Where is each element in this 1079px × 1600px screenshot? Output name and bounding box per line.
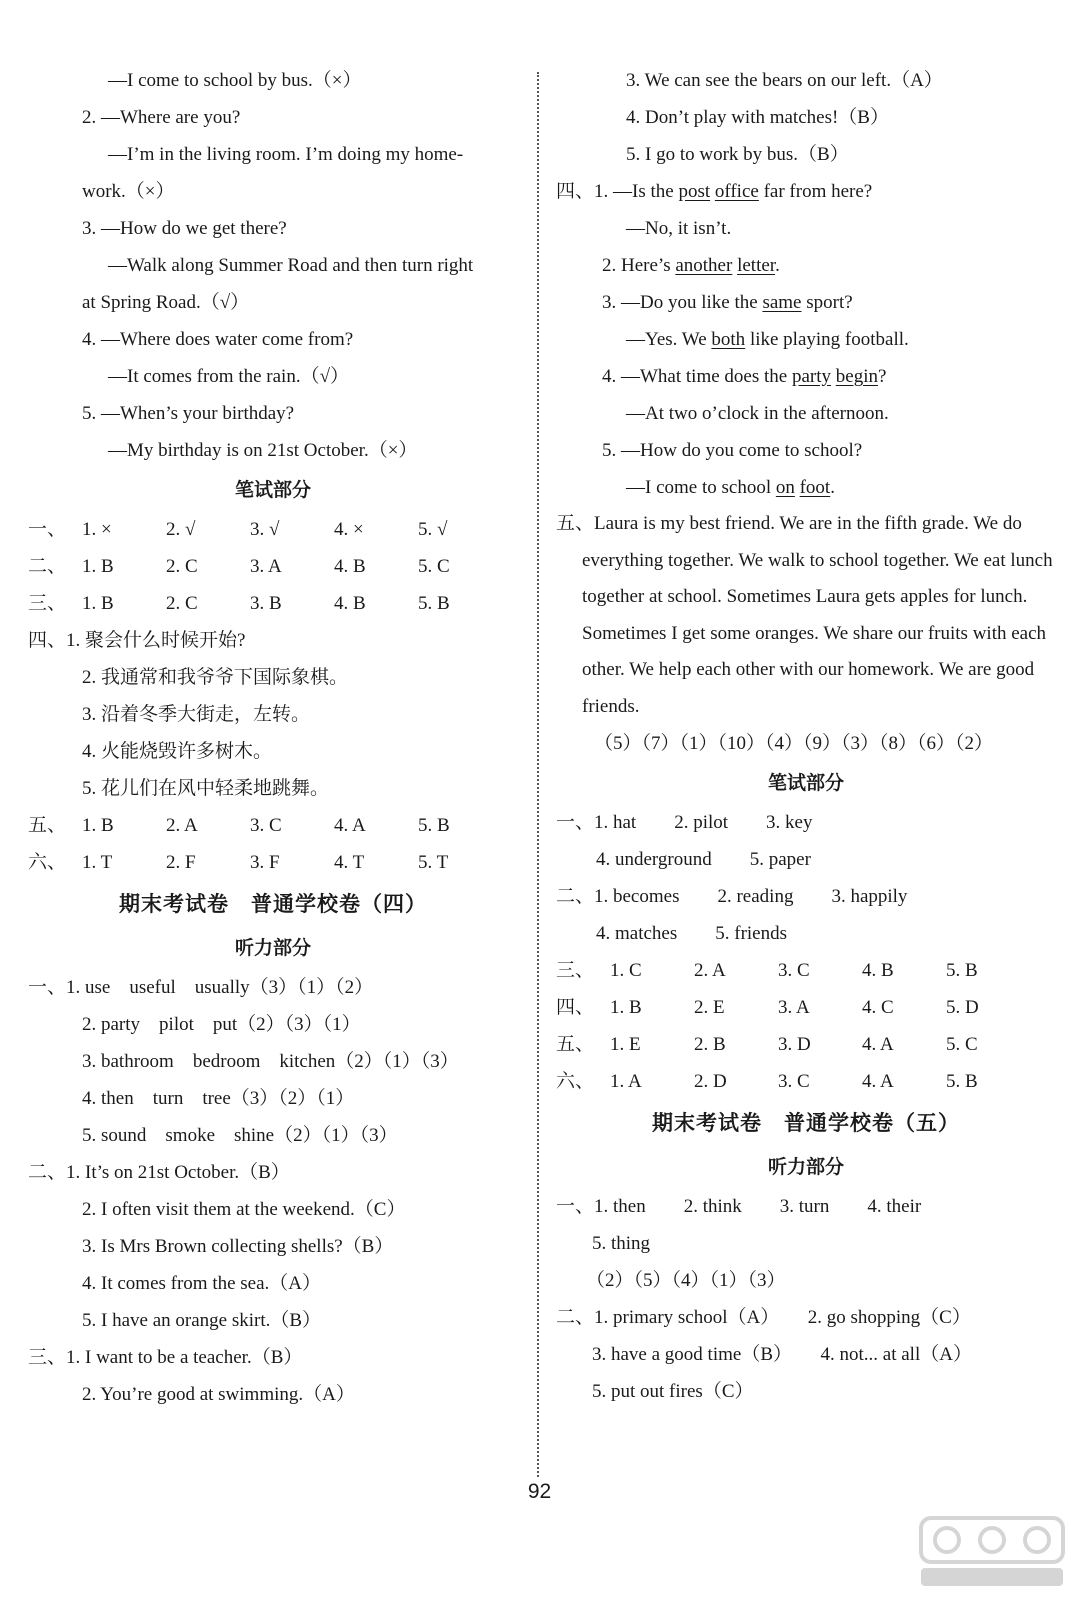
- q4-line-1: 四、1. —Is the post office far from here?: [556, 181, 873, 202]
- exam-4-title: 期末考试卷 普通学校卷（四）: [119, 892, 427, 916]
- listening-section-title-right: 听力部分: [767, 1156, 844, 1178]
- q4-line-7: —At two o’clock in the afternoon.: [626, 403, 889, 424]
- listening-section-title: 听力部分: [234, 937, 311, 959]
- watermark-logo: [917, 1512, 1067, 1592]
- answer-line: 5. I go to work by bus.（B）: [626, 144, 849, 165]
- answer-line: 4. 火能烧毁许多树木。: [82, 741, 273, 762]
- right-column: [556, 62, 1056, 1410]
- listening-answers: [28, 969, 518, 1413]
- answer-line: 3. 沿着冬季大街走，左转。: [82, 704, 311, 725]
- answer-cell: 1. B: [82, 593, 114, 614]
- answer-cell: 2. F: [166, 852, 196, 873]
- answer-line: 三、1. I want to be a teacher.（B）: [28, 1347, 303, 1368]
- answer-cell: 1. B: [610, 997, 642, 1018]
- l2-line-c: 5. put out fires（C）: [592, 1381, 754, 1402]
- answer-line: 二、1. It’s on 21st October.（B）: [28, 1162, 290, 1183]
- written-section-title: 笔试部分: [234, 479, 311, 501]
- answer-line: 4. —Where does water come from?: [82, 329, 354, 350]
- q4-line-4: 3. —Do you like the same sport?: [602, 292, 853, 313]
- answer-line: —Walk along Summer Road and then turn right: [108, 255, 474, 276]
- answer-line: —I’m in the living room. I’m doing my home-: [108, 144, 464, 165]
- answer-line: 3. bathroom bedroom kitchen（2）（1）（3）: [82, 1051, 459, 1072]
- answer-cell: 4. B: [334, 556, 366, 577]
- answer-cell: 3. C: [778, 1071, 810, 1092]
- answers-continued: [556, 62, 1056, 173]
- answer-cell: 4. B: [862, 960, 894, 981]
- q4-line-5: —Yes. We both like playing football.: [626, 329, 909, 350]
- answer-cell: 1. E: [610, 1034, 641, 1055]
- w1-line-b: 4. underground 5. paper: [596, 849, 811, 870]
- q4-line-8: 5. —How do you come to school?: [602, 440, 863, 461]
- l1-line-a: 一、1. then 2. think 3. turn 4. their: [556, 1196, 922, 1217]
- q5-passage: 五、Laura is my best friend. We are in the fifth grade. We do everything together. We walk to school together. We eat lunch together at school. Sometimes Laura gets apples for lunch. Sometimes I get some oranges. We share our fruits with each other. We help each other with our homework. We are good friends.: [556, 513, 1053, 717]
- answer-cell: 2. C: [166, 593, 198, 614]
- answer-cell: 5. C: [946, 1034, 978, 1055]
- answer-line: 2. I often visit them at the weekend.（C）: [82, 1199, 406, 1220]
- answer-line: —My birthday is on 21st October.（×）: [108, 440, 418, 461]
- answer-cell: 1. B: [82, 556, 114, 577]
- row-prefix: 一、: [28, 519, 67, 540]
- answer-line: at Spring Road.（√）: [82, 292, 250, 313]
- row-prefix: 五、: [28, 815, 67, 836]
- w1-line-a: 一、1. hat 2. pilot 3. key: [556, 812, 813, 833]
- answer-cell: 4. A: [334, 815, 366, 836]
- row-prefix: 六、: [28, 852, 67, 873]
- answer-cell: 2. C: [166, 556, 198, 577]
- q4-line-2: —No, it isn’t.: [626, 218, 732, 239]
- q5-order: （5）（7）（1）（10）（4）（9）（3）（8）（6）（2）: [594, 733, 994, 754]
- w2-line-a: 二、1. becomes 2. reading 3. happily: [556, 886, 908, 907]
- answer-row: [28, 548, 518, 585]
- answer-cell: 4. A: [862, 1034, 894, 1055]
- answer-row: [28, 511, 518, 548]
- answer-line: 一、1. use useful usually（3）（1）（2）: [28, 977, 374, 998]
- l2-line-a: 二、1. primary school（A） 2. go shopping（C）: [556, 1307, 971, 1328]
- answer-cell: 5. T: [418, 852, 449, 873]
- answer-line: 3. —How do we get there?: [82, 218, 287, 239]
- answer-cell: 5. B: [418, 815, 450, 836]
- answer-line: 5. 花儿们在风中轻柔地跳舞。: [82, 778, 330, 799]
- answer-line: 5. I have an orange skirt.（B）: [82, 1310, 322, 1331]
- answer-line: 2. —Where are you?: [82, 107, 241, 128]
- answer-cell: 5. C: [418, 556, 450, 577]
- answer-line: —It comes from the rain.（√）: [108, 366, 350, 387]
- column-divider: [537, 72, 539, 1477]
- answer-cell: 5. B: [946, 1071, 978, 1092]
- answer-cell: 2. B: [694, 1034, 726, 1055]
- answer-cell: 4. C: [862, 997, 894, 1018]
- answer-cell: 4. T: [334, 852, 365, 873]
- answer-cell: 2. D: [694, 1071, 727, 1092]
- page-number: 92: [527, 1480, 552, 1503]
- answer-cell: 5. √: [418, 519, 448, 540]
- answer-cell: 2. E: [694, 997, 725, 1018]
- answer-line: 四、1. 聚会什么时候开始?: [28, 630, 246, 651]
- answer-cell: 3. B: [250, 593, 282, 614]
- answer-cell: 5. D: [946, 997, 979, 1018]
- answer-cell: 3. C: [250, 815, 282, 836]
- answer-cell: 1. C: [610, 960, 642, 981]
- q4-line-3: 2. Here’s another letter.: [602, 255, 780, 276]
- translation-answers: [28, 622, 518, 807]
- answer-cell: 3. A: [250, 556, 282, 577]
- row-prefix: 四、: [556, 997, 595, 1018]
- q4-line-6: 4. —What time does the party begin?: [602, 366, 887, 387]
- answer-row: [28, 585, 518, 622]
- answer-row: [556, 952, 1056, 989]
- answer-cell: 1. T: [82, 852, 113, 873]
- row-prefix: 三、: [556, 960, 595, 981]
- answer-cell: 1. ×: [82, 519, 112, 540]
- answer-line: 5. —When’s your birthday?: [82, 403, 295, 424]
- row-prefix: 二、: [28, 556, 67, 577]
- answer-row: [28, 807, 518, 844]
- written-answer-rows: [28, 511, 518, 622]
- answer-cell: 4. B: [334, 593, 366, 614]
- answer-cell: 1. B: [82, 815, 114, 836]
- answer-cell: 5. B: [418, 593, 450, 614]
- answer-line: work.（×）: [82, 181, 175, 202]
- row-prefix: 三、: [28, 593, 67, 614]
- answer-cell: 4. ×: [334, 519, 364, 540]
- l2-line-b: 3. have a good time（B） 4. not... at all（A）: [592, 1344, 972, 1365]
- answer-line: 4. It comes from the sea.（A）: [82, 1273, 322, 1294]
- answer-line: 3. We can see the bears on our left.（A）: [626, 70, 943, 91]
- answer-line: 2. party pilot put（2）（3）（1）: [82, 1014, 361, 1035]
- answer-row: [556, 1026, 1056, 1063]
- written-answer-rows-right: [556, 952, 1056, 1100]
- answer-cell: 2. A: [694, 960, 726, 981]
- q4-line-9: —I come to school on foot.: [626, 477, 835, 498]
- answer-cell: 3. √: [250, 519, 280, 540]
- row-prefix: 六、: [556, 1071, 595, 1092]
- answer-row: [556, 989, 1056, 1026]
- answer-cell: 3. C: [778, 960, 810, 981]
- answer-line: 2. You’re good at swimming.（A）: [82, 1384, 355, 1405]
- answer-cell: 2. √: [166, 519, 196, 540]
- listening-answers-continued: [28, 62, 518, 469]
- answer-line: 4. then turn tree（3）（2）（1）: [82, 1088, 355, 1109]
- answer-cell: 3. A: [778, 997, 810, 1018]
- answer-cell: 2. A: [166, 815, 198, 836]
- l1-line-b: 5. thing: [592, 1233, 651, 1254]
- answer-line: —I come to school by bus.（×）: [108, 70, 362, 91]
- answer-row: [556, 1063, 1056, 1100]
- left-column: [28, 62, 518, 1413]
- answer-line: 3. Is Mrs Brown collecting shells?（B）: [82, 1236, 394, 1257]
- row-prefix: 五、: [556, 1034, 595, 1055]
- answer-cell: 5. B: [946, 960, 978, 981]
- exam-5-title: 期末考试卷 普通学校卷（五）: [652, 1111, 960, 1135]
- answer-cell: 4. A: [862, 1071, 894, 1092]
- answer-line: 2. 我通常和我爷爷下国际象棋。: [82, 667, 349, 688]
- answer-line: 5. sound smoke shine（2）（1）（3）: [82, 1125, 398, 1146]
- answer-cell: 3. F: [250, 852, 280, 873]
- answer-row: [28, 844, 518, 881]
- answer-cell: 3. D: [778, 1034, 811, 1055]
- written-answer-rows-2: [28, 807, 518, 881]
- answer-line: 4. Don’t play with matches!（B）: [626, 107, 889, 128]
- written-section-title-right: 笔试部分: [767, 772, 844, 794]
- l1-line-c: （2）（5）（4）（1）（3）: [586, 1270, 786, 1291]
- answer-cell: 1. A: [610, 1071, 642, 1092]
- w2-line-b: 4. matches 5. friends: [596, 923, 788, 944]
